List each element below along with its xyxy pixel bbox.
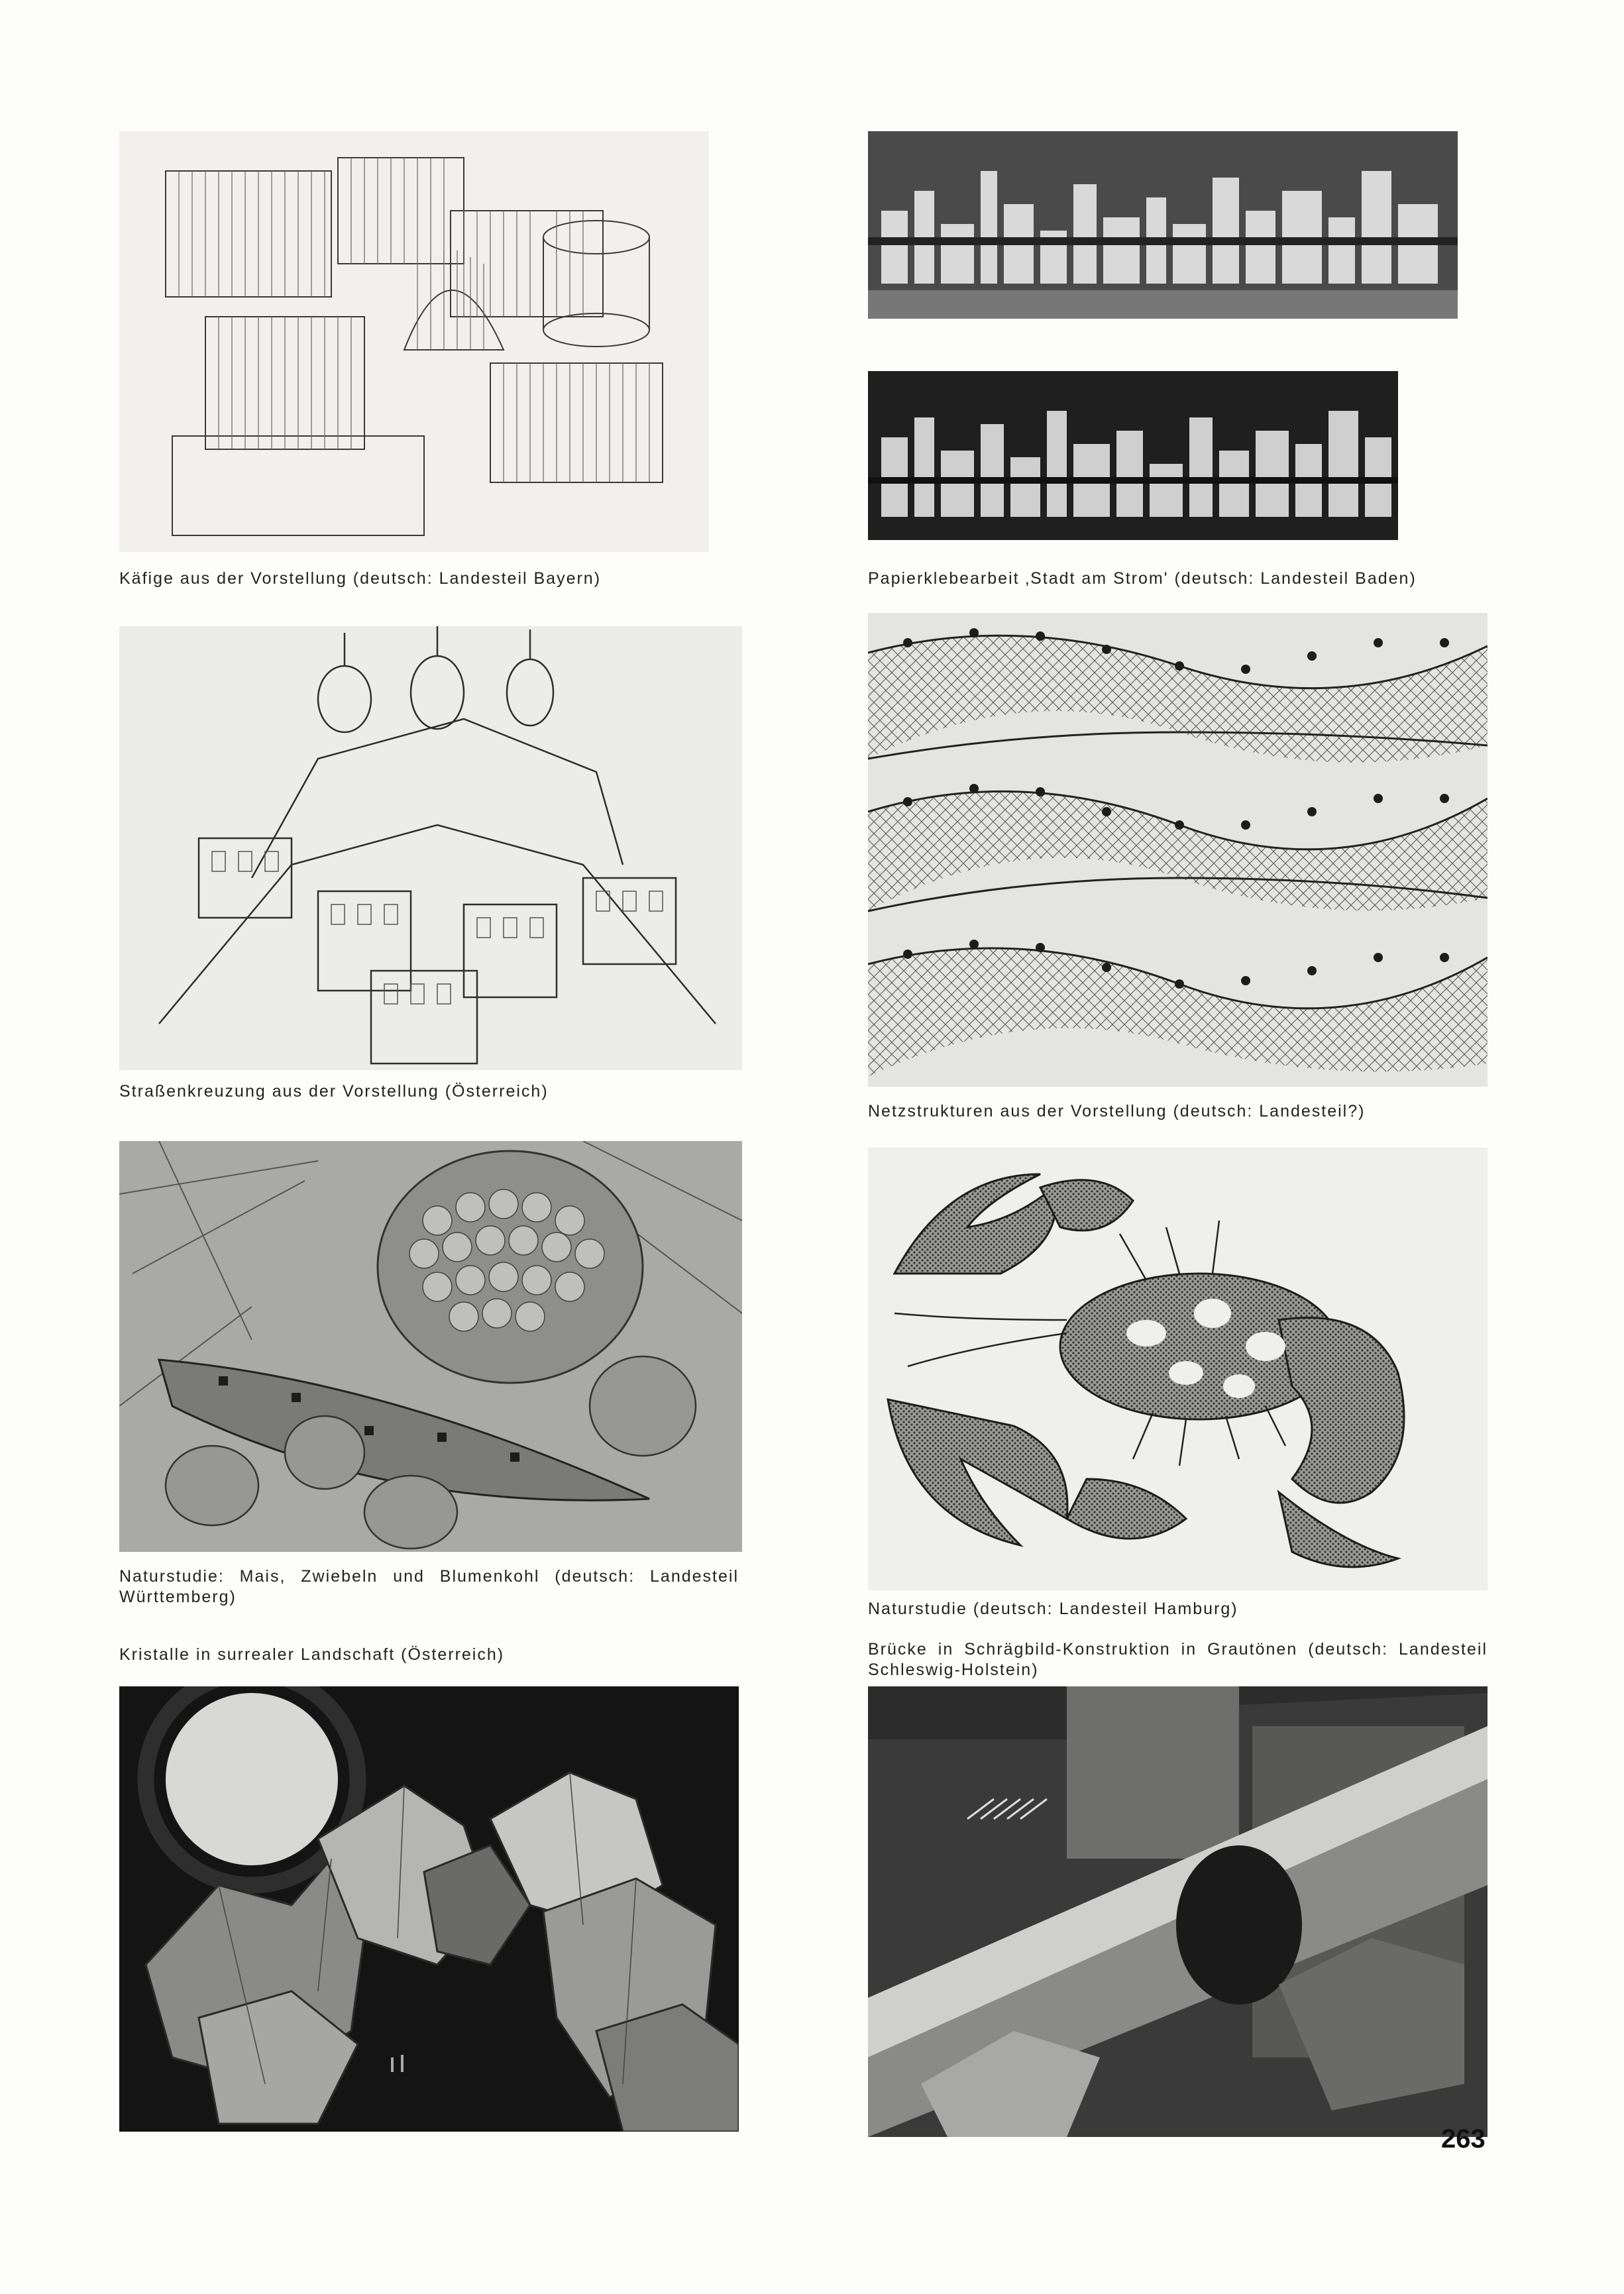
caption-crossing: Straßenkreuzung aus der Vorstellung (Österreich): [119, 1082, 549, 1101]
corn-onion-cauliflower-study: [119, 1141, 742, 1552]
caption-bridge: Brücke in Schrägbild-Konstruktion in Grautönen (deutsch: Landesteil Schleswig-Holstein): [868, 1640, 1488, 1679]
caption-cages: Käfige aus der Vorstellung (deutsch: Landesteil Bayern): [119, 569, 602, 588]
net-structures-drawing: [868, 613, 1488, 1087]
caption-crystals: Kristalle in surrealer Landschaft (Österreich): [119, 1645, 505, 1664]
page-number: 263: [1441, 2124, 1486, 2154]
paper-city-collage-bottom: [868, 371, 1398, 540]
caption-nets: Netzstrukturen aus der Vorstellung (deutsch: Landesteil?): [868, 1102, 1366, 1120]
paper-city-collage-top: [868, 131, 1458, 319]
bridge-oblique-construction: [868, 1686, 1488, 2137]
caption-nature-corn: Naturstudie: Mais, Zwiebeln und Blumenkohl (deutsch: Landesteil Württemberg): [119, 1567, 739, 1606]
crystals-landscape-painting: [119, 1686, 739, 2132]
lobster-study: [868, 1148, 1488, 1590]
street-crossing-drawing: [119, 626, 742, 1070]
cages-drawing: [119, 131, 709, 552]
caption-paper-city: Papierklebearbeit ‚Stadt am Strom' (deutsch: Landesteil Baden): [868, 569, 1417, 588]
caption-nature-lobster: Naturstudie (deutsch: Landesteil Hamburg): [868, 1600, 1238, 1618]
